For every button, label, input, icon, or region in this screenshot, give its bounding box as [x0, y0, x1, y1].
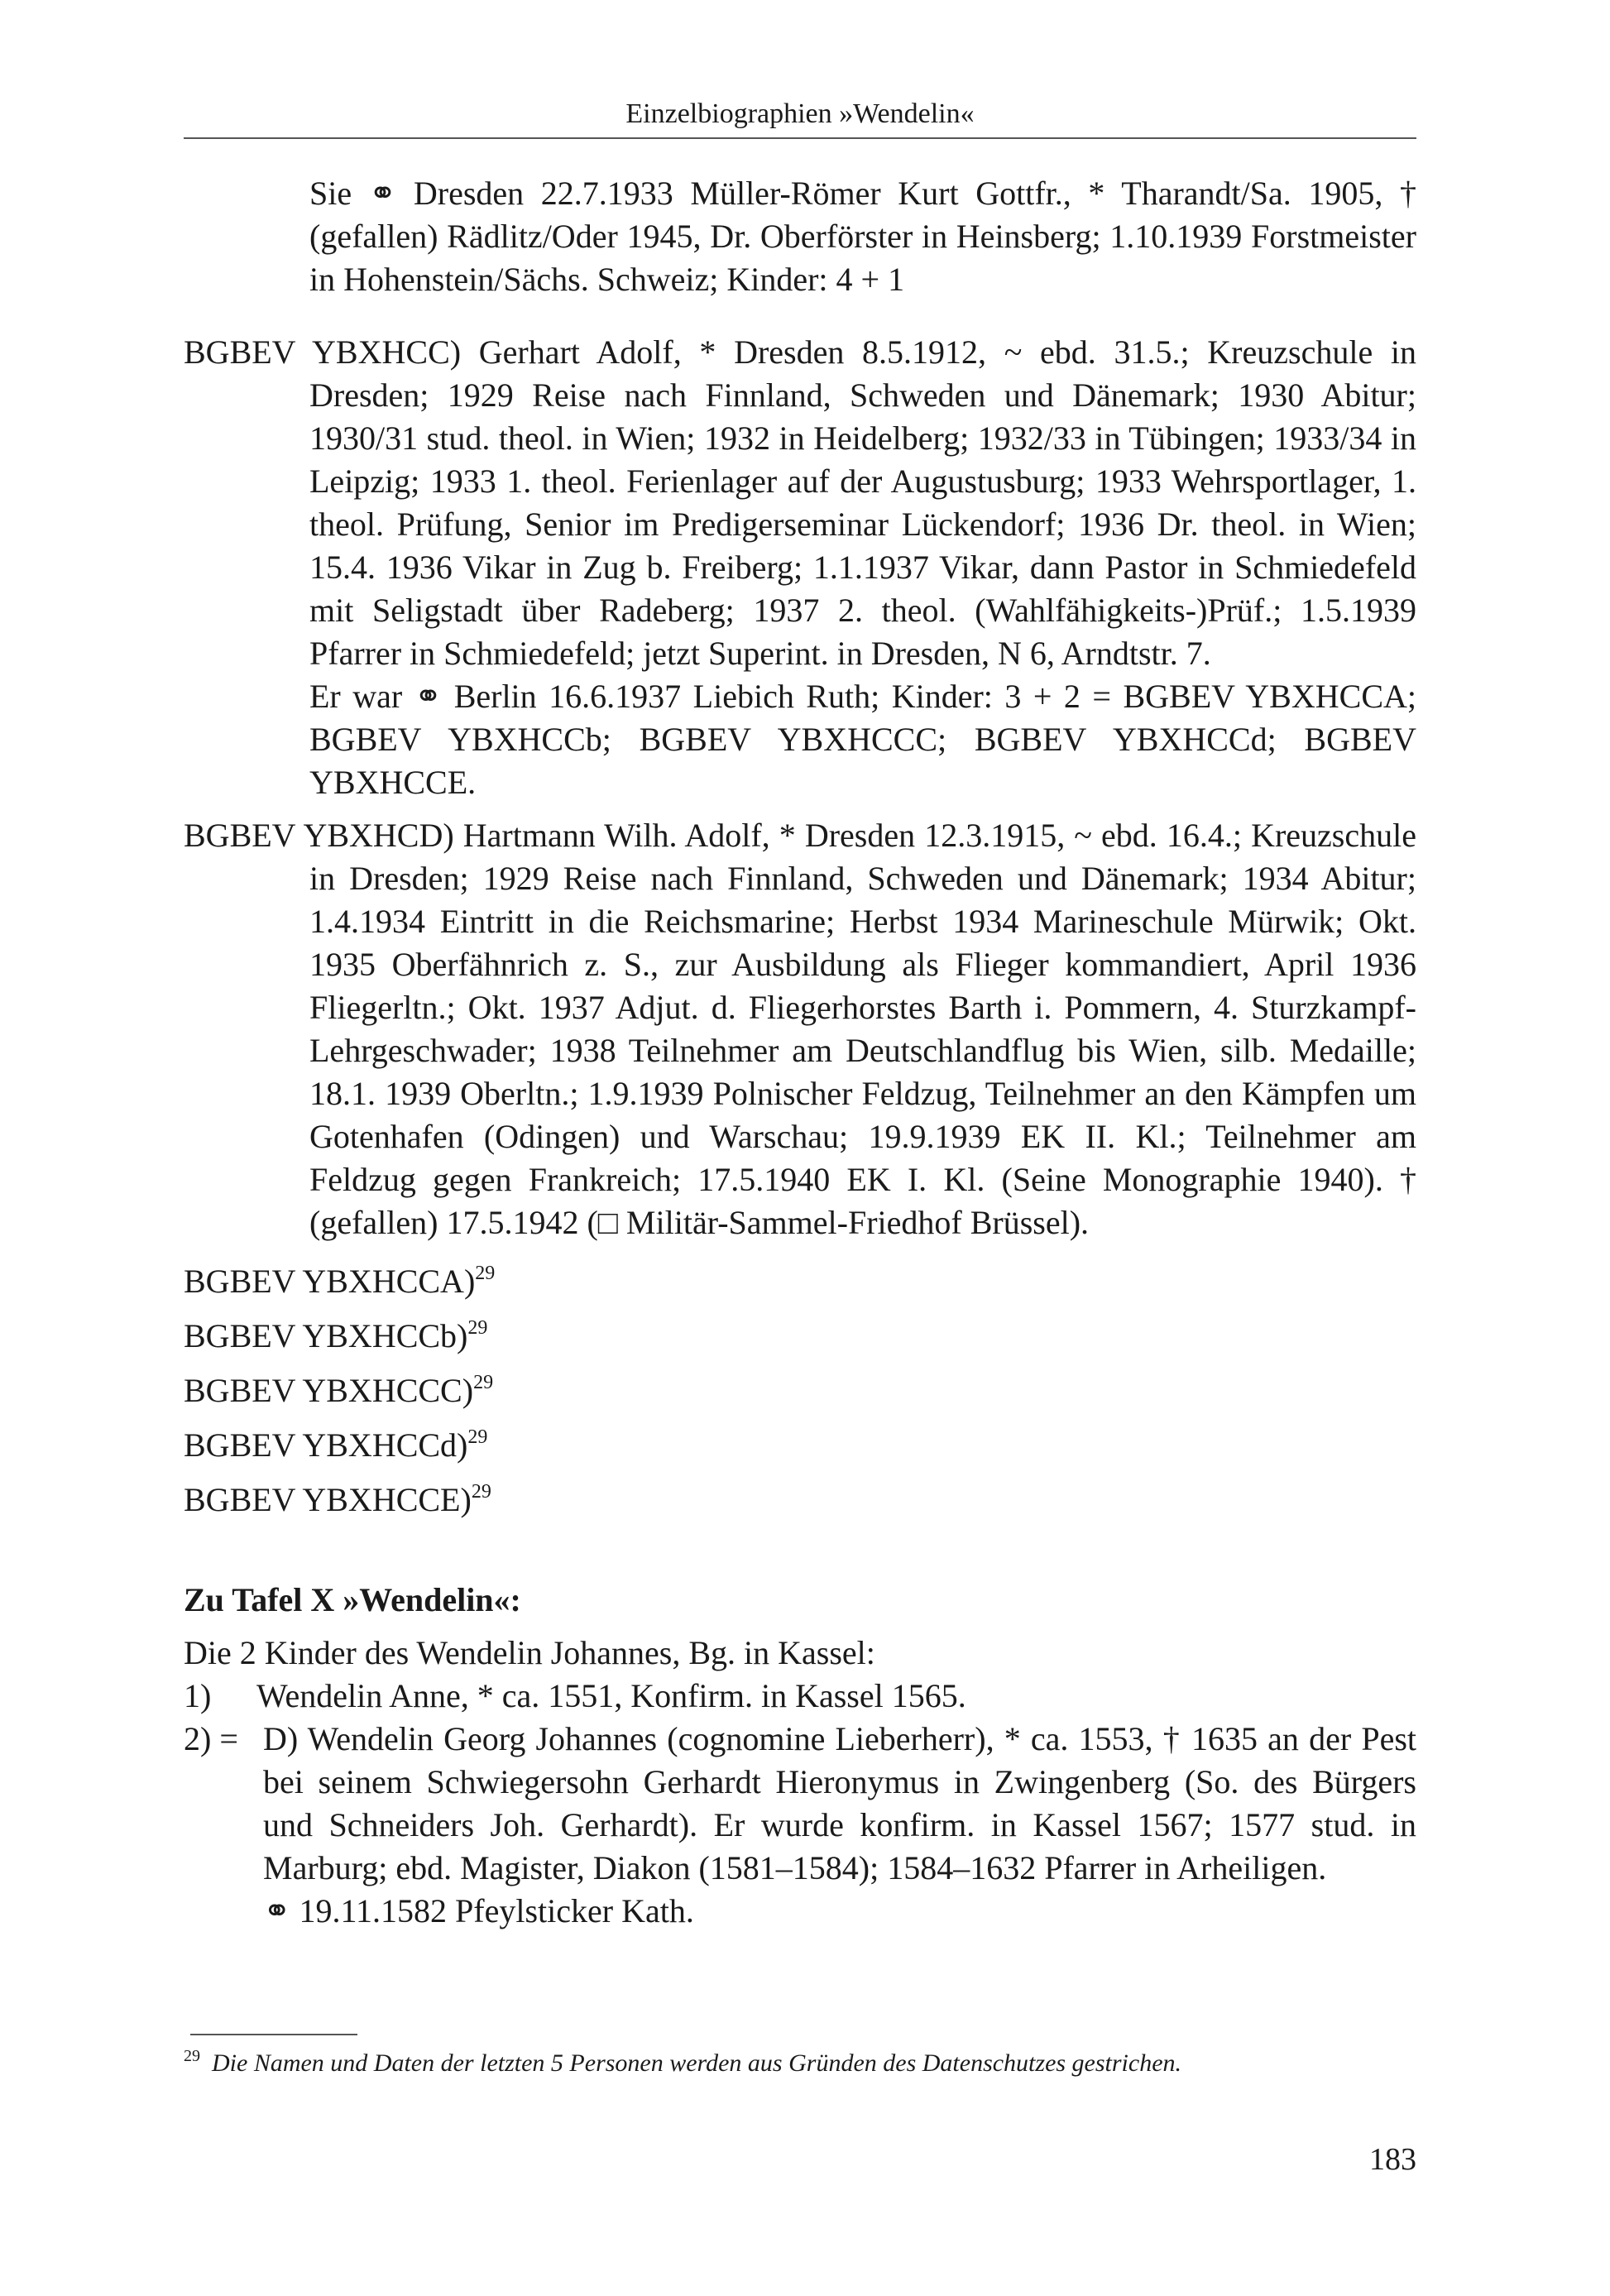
spacer — [184, 1622, 1416, 1632]
hidden-persons-list — [184, 1254, 1416, 1527]
list-item-text: Wendelin Anne, * ca. 1551, Konfirm. in Kassel 1565. — [256, 1677, 966, 1714]
body-text — [184, 172, 1416, 1933]
hidden-person-entry — [184, 1418, 1416, 1473]
hidden-person-entry — [184, 1254, 1416, 1309]
hidden-person-entry — [184, 1364, 1416, 1418]
spacer — [184, 1244, 1416, 1254]
entry-gerhart-adolf: BGBEV YBXHCC) Gerhart Adolf, * Dresden 8.5.1912, ~ ebd. 31.5.; Kreuzschule in Dresden; 1929 Reise nach Finnland, Schweden und Dänemark; 1930 Abitur; 1930/31 stud. theol. in Wien; 1932 in Heidelberg; 1932/33 in Tübingen; 1933/34 in Leipzig; 1933 1. theol. Ferienlager auf der Augustusburg; 1933 Wehrsportlager, 1. theol. Prüfung, Senior im Predigerseminar Lückendorf; 1936 Dr. theol. in Wien; 15.4. 1936 Vikar in Zug b. Freiberg; 1.1.1937 Vikar, dann Pastor in Schmiedefeld mit Seligstadt über Radeberg; 1937 2. theol. (Wahlfähigkeits-)Prüf.; 1.5.1939 Pfarrer in Schmiedefeld; jetzt Superint. in Dresden, N 6, Arndtstr. 7. — [184, 333, 1416, 672]
footnote-number: 29 — [184, 2047, 200, 2065]
footnote-ref[interactable]: 29 — [467, 1426, 488, 1448]
children-list — [184, 1675, 1416, 1933]
list-item-label: 2) = — [184, 1720, 238, 1757]
list-item — [184, 1718, 1416, 1890]
spacer — [184, 1527, 1416, 1579]
footnote-rule — [190, 2034, 357, 2035]
section-intro: Die 2 Kinder des Wendelin Johannes, Bg. in Kassel: — [184, 1634, 875, 1671]
footnote-ref[interactable]: 29 — [475, 1263, 496, 1284]
hidden-person-code: BGBEV YBXHCCC) — [184, 1372, 474, 1409]
hidden-person-code: BGBEV YBXHCCb) — [184, 1317, 468, 1354]
list-item — [184, 1675, 1416, 1718]
list-item-text: D) Wendelin Georg Johannes (cognomine Lieberherr), * ca. 1553, † 1635 an der Pest bei seinem Schwiegersohn Gerhardt Hieronymus in Zwingenberg (So. des Bürgers und Schneiders Joh. Gerhardt). Er wurde konfirm. in Kassel 1567; 1577 stud. in Marburg; ebd. Magister, Diakon (1581–1584); 1584–1632 Pfarrer in Arheiligen. — [263, 1720, 1416, 1886]
hidden-person-entry — [184, 1473, 1416, 1527]
section-title: Zu Tafel X »Wendelin«: — [184, 1581, 521, 1618]
spacer — [184, 301, 1416, 331]
list-item-subline: ⚭ 19.11.1582 Pfeylsticker Kath. — [263, 1892, 694, 1929]
hidden-person-code: BGBEV YBXHCCd) — [184, 1426, 468, 1464]
footnote — [184, 2047, 1416, 2080]
footnote-ref[interactable]: 29 — [473, 1372, 494, 1393]
footnote-ref[interactable]: 29 — [467, 1317, 488, 1339]
spacer — [184, 804, 1416, 814]
paragraph-marriage: Sie ⚭ Dresden 22.7.1933 Müller-Römer Kurt Gottfr., * Tharandt/Sa. 1905, † (gefallen) Rädlitz/Oder 1945, Dr. Oberförster in Heinsberg; 1.10.1939 Forstmeister in Hohenstein/Sächs. Schweiz; Kinder: 4 + 1 — [309, 175, 1416, 298]
page-number: 183 — [1369, 2142, 1416, 2177]
hidden-person-code: BGBEV YBXHCCA) — [184, 1263, 476, 1300]
running-head: Einzelbiographien »Wendelin« — [625, 98, 975, 129]
entry-hartmann-adolf: BGBEV YBXHCD) Hartmann Wilh. Adolf, * Dresden 12.3.1915, ~ ebd. 16.4.; Kreuzschule in Dresden; 1929 Reise nach Finnland, Schweden und Dänemark; 1934 Abitur; 1.4.1934 Eintritt in die Reichsmarine; Herbst 1934 Marineschule Mürwik; Okt. 1935 Oberfähnrich z. S., zur Ausbildung als Flieger kommandiert, April 1936 Fliegerltn.; Okt. 1937 Adjut. d. Fliegerhorstes Barth i. Pommern, 4. Sturzkampf-Lehrgeschwader; 1938 Teilnehmer am Deutschlandflug bis Wien, silb. Medaille; 18.1. 1939 Oberltn.; 1.9.1939 Polnischer Feldzug, Teilnehmer an den Kämpfen um Gotenhafen (Odingen) und Warschau; 19.9.1939 EK II. Kl.; Teilnehmer am Feldzug gegen Frankreich; 17.5.1940 EK I. Kl. (Seine Monographie 1940). † (gefallen) 17.5.1942 (□ Militär-Sammel-Friedhof Brüssel). — [184, 817, 1416, 1241]
header-rule — [184, 137, 1416, 139]
list-item-label: 1) — [184, 1677, 212, 1714]
hidden-person-code: BGBEV YBXHCCE) — [184, 1481, 472, 1518]
hidden-person-entry — [184, 1309, 1416, 1364]
footnote-text: Die Namen und Daten der letzten 5 Personen werden aus Gründen des Datenschutzes gestrichen. — [212, 2049, 1182, 2077]
footnote-ref[interactable]: 29 — [471, 1481, 491, 1503]
entry-gerhart-marriage: Er war ⚭ Berlin 16.6.1937 Liebich Ruth; Kinder: 3 + 2 = BGBEV YBXHCCA; BGBEV YBXHCCb; BGBEV YBXHCCC; BGBEV YBXHCCd; BGBEV YBXHCCE. — [309, 678, 1416, 801]
